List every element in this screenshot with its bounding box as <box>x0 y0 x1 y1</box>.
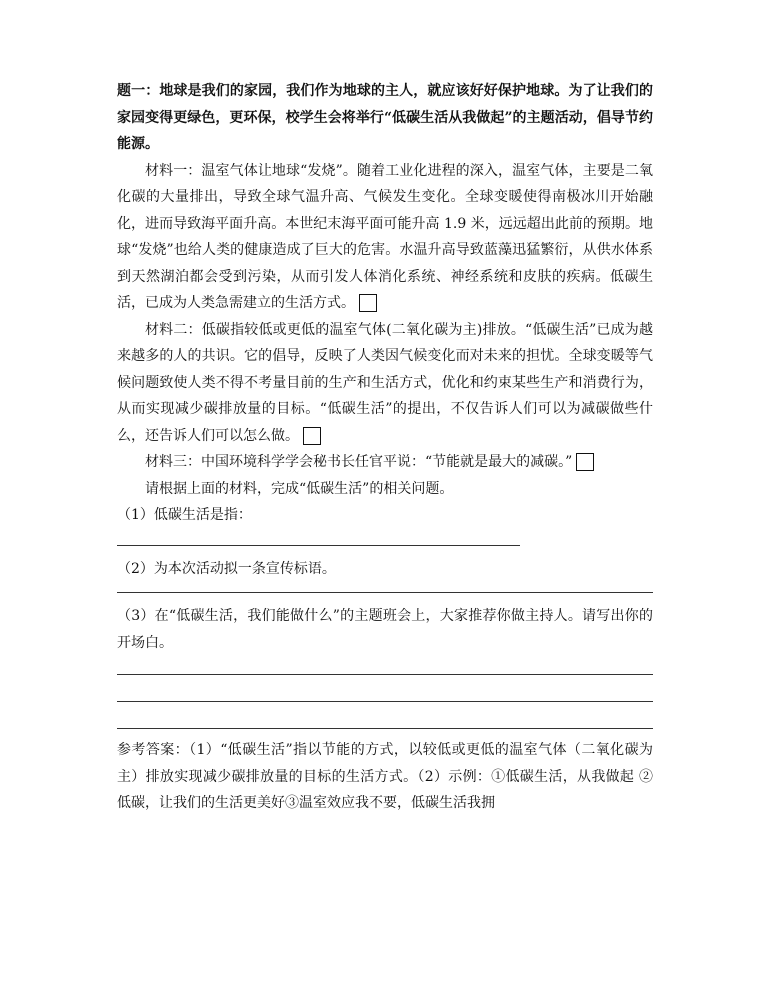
answer-line-q1[interactable] <box>117 529 520 546</box>
material-two-text: 材料二：低碳指较低或更低的温室气体(二氧化碳为主)排放。“低碳生活”已成为越来越多的人的共识。它的倡导，反映了人类因气候变化而对未来的担忧。全球变暖等气候问题致使人类不得不考量目前的生产和生活方式，优化和约束某些生产和消费行为，从而实现减少碳排放量的目标。“低碳生活”的提出，不仅告诉人们可以为减碳做些什么，还告诉人们可以怎么做。 <box>117 321 653 444</box>
question-3: （3）在“低碳生活，我们能做什么”的主题班会上，大家推荐你做主持人。请写出你的开场白。 <box>117 608 653 651</box>
intro-paragraph: 题一：地球是我们的家园，我们作为地球的主人，就应该好好保护地球。为了让我们的家园变得更绿色，更环保，校学生会将举行“低碳生活从我做起”的主题活动，倡导节约能源。 <box>117 83 653 152</box>
answer-line-q3-1[interactable] <box>117 656 653 675</box>
material-three <box>117 449 653 476</box>
answer-line-q3-3[interactable] <box>117 702 653 729</box>
question-1: （1）低碳生活是指： <box>117 507 252 523</box>
material-two <box>117 317 653 450</box>
answer-box-3[interactable] <box>576 453 594 471</box>
material-three-text: 材料三：中国环境科学学会秘书长任官平说：“节能就是最大的减碳。” <box>145 454 573 470</box>
answer-box-2[interactable] <box>303 427 321 445</box>
answer-box-1[interactable] <box>359 294 377 312</box>
question-2: （2）为本次活动拟一条宣传标语。 <box>117 560 336 577</box>
material-one-text: 材料一：温室气体让地球“发烧”。随着工业化进程的深入，温室气体，主要是二氧化碳的大量排出，导致全球气温升高、气候发生变化。全球变暖使得南极冰川开始融化，进而导致海平面升高。本世纪末海平面可能升高 1.9 米，远远超出此前的预期。地球“发烧”也给人类的健康造成了巨大的危害。水温升高导致蓝藻迅猛繁衍，从供水体系到天然湖泊都会受到污染，从而引发人体消化系统、神经系统和皮肤的疾病。低碳生活，已成为人类急需建立的生活方式。 <box>117 162 653 311</box>
answer-line-q2[interactable] <box>117 582 653 593</box>
reference-answer: 参考答案：（1）“低碳生活”指以节能的方式，以较低或更低的温室气体（二氧化碳为主）排放实现减少碳排放量的目标的生活方式。（2）示例：①低碳生活，从我做起 ②低碳，让我们的生活更美好③温室效应我不要，低碳生活我拥 <box>117 742 653 811</box>
instruction: 请根据上面的材料，完成“低碳生活”的相关问题。 <box>145 480 454 497</box>
document-page <box>117 78 653 817</box>
material-one <box>117 158 653 317</box>
answer-line-q3-2[interactable] <box>117 675 653 702</box>
